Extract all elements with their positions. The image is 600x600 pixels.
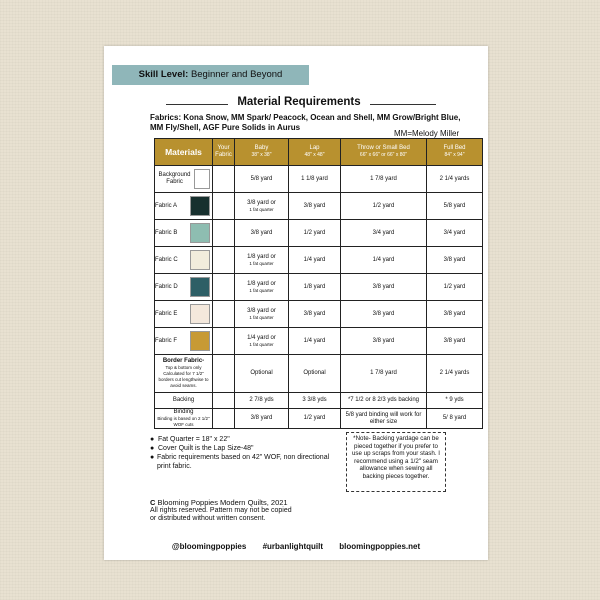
- your-fabric-cell: [213, 220, 235, 247]
- fabric-name: Fabric B: [155, 229, 178, 236]
- title-rule-left: [166, 104, 228, 105]
- your-fabric-cell: [213, 193, 235, 220]
- fabric-name: Fabric A: [155, 202, 178, 209]
- footer: [104, 542, 488, 551]
- full-cell: 3/8 yard: [427, 301, 483, 328]
- baby-note: 1 fat quarter: [249, 260, 274, 266]
- bullet-dot: ●: [150, 454, 155, 461]
- bullet-text: Cover Quilt is the Lap Size-48": [158, 445, 254, 452]
- your-fabric-cell: [213, 409, 235, 429]
- baby-cell: [235, 301, 289, 328]
- header-lap: [289, 139, 341, 166]
- row-name-cell: [155, 328, 213, 355]
- fabric-swatch: [190, 196, 210, 216]
- lap-cell: 1/2 yard: [289, 220, 341, 247]
- skill-level-label: Skill Level:: [138, 69, 189, 80]
- lap-cell: Optional: [289, 355, 341, 393]
- baby-cell: [235, 274, 289, 301]
- footer-instagram: @bloomingpoppies: [171, 542, 247, 551]
- throw-cell: 1/4 yard: [341, 247, 427, 274]
- baby-note: 1 fat quarter: [249, 206, 274, 212]
- full-cell: 5/8 yard: [427, 193, 483, 220]
- copyright-block: [150, 499, 390, 523]
- baby-value: 3/8 yard: [250, 229, 273, 236]
- lap-cell: 3/8 yard: [289, 301, 341, 328]
- row-name-cell: [155, 220, 213, 247]
- your-fabric-cell: [213, 355, 235, 393]
- table-header-row: [155, 139, 483, 166]
- lap-cell: 1/4 yard: [289, 328, 341, 355]
- title-row: [104, 96, 488, 110]
- header-throw: [341, 139, 427, 166]
- fabrics-line: Fabrics: Kona Snow, MM Spark/ Peacock, Ocean and Shell, MM Grow/Bright Blue, MM Fly/Shell, AGF Pure Solids in Aurus: [150, 113, 461, 132]
- baby-value: 1/4 yard or: [247, 334, 276, 341]
- header-full-size: 84" x 94": [444, 152, 465, 158]
- fabric-swatch: [190, 223, 210, 243]
- header-your-fabric: Your Fabric: [213, 139, 235, 166]
- throw-cell: 1 7/8 yard: [341, 355, 427, 393]
- header-throw-label: Throw or Small Bed: [357, 145, 410, 151]
- copyright-title: Blooming Poppies Modern Quilts, 2021: [157, 498, 288, 507]
- full-cell: 5/ 8 yard: [427, 409, 483, 429]
- row-name-cell: [155, 247, 213, 274]
- full-cell: * 9 yds: [427, 393, 483, 409]
- binding-name-cell: [155, 409, 213, 429]
- binding-name: Binding: [173, 409, 194, 415]
- row-name-cell: [155, 166, 213, 193]
- backing-name: Backing: [155, 393, 213, 409]
- fabric-swatch: [194, 169, 210, 189]
- border-fabric-sub1: Top & bottom only: [165, 365, 202, 370]
- your-fabric-cell: [213, 393, 235, 409]
- baby-cell: [235, 193, 289, 220]
- baby-note: 1 fat quarter: [249, 341, 274, 347]
- fabric-name: Fabric C: [155, 256, 178, 263]
- throw-cell: 3/8 yard: [341, 301, 427, 328]
- copyright-line2: or distributed without written consent.: [150, 515, 266, 522]
- lap-cell: 3 3/8 yds: [289, 393, 341, 409]
- baby-note: 1 fat quarter: [249, 287, 274, 293]
- table-row: [155, 274, 483, 301]
- lap-cell: 1/2 yard: [289, 409, 341, 429]
- backing-row: [155, 393, 483, 409]
- binding-row: [155, 409, 483, 429]
- fabric-name: Fabric F: [155, 337, 178, 344]
- row-name-cell: [155, 274, 213, 301]
- bullet-dot: ●: [150, 436, 155, 443]
- baby-cell: 3/8 yard: [235, 409, 289, 429]
- table-row: [155, 247, 483, 274]
- notes-list: [150, 435, 340, 471]
- throw-cell: 1/2 yard: [341, 193, 427, 220]
- baby-note: 1 fat quarter: [249, 314, 274, 320]
- mm-note: MM=Melody Miller: [394, 129, 460, 138]
- baby-value: 5/8 yard: [250, 175, 273, 182]
- header-throw-size: 66" x 66" or 66" x 80": [359, 152, 408, 158]
- materials-table: [154, 138, 483, 429]
- border-fabric-title: Border Fabric-: [162, 358, 205, 364]
- pattern-page: [104, 46, 488, 560]
- full-cell: 3/8 yard: [427, 247, 483, 274]
- fabric-name: Fabric E: [155, 310, 178, 317]
- full-cell: 3/4 yard: [427, 220, 483, 247]
- your-fabric-cell: [213, 247, 235, 274]
- header-baby: [235, 139, 289, 166]
- throw-cell: 1 7/8 yard: [341, 166, 427, 193]
- list-item: [150, 453, 340, 471]
- header-baby-size: 38" x 38": [251, 152, 272, 158]
- your-fabric-cell: [213, 274, 235, 301]
- baby-cell: [235, 166, 289, 193]
- row-name-cell: [155, 301, 213, 328]
- skill-level-value: Beginner and Beyond: [190, 69, 283, 80]
- bullet-text: Fabric requirements based on 42" WOF, non directional print fabric.: [157, 454, 330, 470]
- baby-value: 3/8 yard or: [247, 307, 276, 314]
- fabric-name: Background Fabric: [158, 172, 191, 185]
- full-cell: 2 1/4 yards: [427, 355, 483, 393]
- throw-cell: 3/4 yard: [341, 220, 427, 247]
- row-name-cell: [155, 193, 213, 220]
- border-fabric-row: [155, 355, 483, 393]
- table-row: [155, 193, 483, 220]
- baby-cell: 2 7/8 yds: [235, 393, 289, 409]
- backing-note-box: *Note- Backing yardage can be pieced together if you prefer to use up scraps from your stash. I recommend using a 1/2" seam allowance when sewing all backing pieces together.: [346, 432, 446, 492]
- fabric-swatch: [190, 331, 210, 351]
- copyright-title-line: [150, 499, 390, 507]
- full-cell: 2 1/4 yards: [427, 166, 483, 193]
- lap-cell: 1 1/8 yard: [289, 166, 341, 193]
- header-baby-label: Baby: [254, 145, 269, 151]
- full-cell: 3/8 yard: [427, 328, 483, 355]
- fabric-swatch: [190, 250, 210, 270]
- baby-cell: [235, 220, 289, 247]
- baby-cell: [235, 247, 289, 274]
- fabric-swatch: [190, 304, 210, 324]
- title-rule-right: [370, 104, 436, 105]
- baby-value: 1/8 yard or: [247, 280, 276, 287]
- table-row: [155, 220, 483, 247]
- bullet-dot: ●: [150, 445, 155, 452]
- fabric-swatch: [190, 277, 210, 297]
- lap-cell: 1/4 yard: [289, 247, 341, 274]
- list-item: [150, 444, 340, 453]
- footer-website: bloomingpoppies.net: [339, 542, 421, 551]
- border-fabric-sub2: Calculated for 7 1/2" borders cut lengthwise to avoid seams.: [158, 371, 209, 388]
- binding-note: Binding is based on 2 1/2" WOF cuts: [157, 416, 210, 427]
- footer-hashtag: #urbanlightquilt: [262, 542, 323, 551]
- lap-cell: 1/8 yard: [289, 274, 341, 301]
- table-row: [155, 328, 483, 355]
- header-full: [427, 139, 483, 166]
- copyright-icon: C: [150, 498, 156, 507]
- header-full-label: Full Bed: [443, 145, 466, 151]
- throw-cell: *7 1/2 or 8 2/3 yds backing: [341, 393, 427, 409]
- header-lap-size: 48" x 48": [304, 152, 325, 158]
- your-fabric-cell: [213, 328, 235, 355]
- your-fabric-cell: [213, 166, 235, 193]
- bullet-text: Fat Quarter = 18" x 22": [158, 436, 230, 443]
- baby-value: 3/8 yard or: [247, 199, 276, 206]
- baby-value: 1/8 yard or: [247, 253, 276, 260]
- header-materials: Materials: [155, 139, 213, 166]
- baby-cell: Optional: [235, 355, 289, 393]
- your-fabric-cell: [213, 301, 235, 328]
- copyright-line1: All rights reserved. Pattern may not be copied: [150, 507, 292, 514]
- baby-cell: [235, 328, 289, 355]
- list-item: [150, 435, 340, 444]
- table-row: [155, 166, 483, 193]
- throw-cell: 3/8 yard: [341, 274, 427, 301]
- page-title: Material Requirements: [237, 96, 361, 108]
- lap-cell: 3/8 yard: [289, 193, 341, 220]
- throw-cell: 3/8 yard: [341, 328, 427, 355]
- full-cell: 1/2 yard: [427, 274, 483, 301]
- fabric-name: Fabric D: [155, 283, 178, 290]
- throw-cell: 5/8 yard binding will work for either size: [341, 409, 427, 429]
- skill-level-banner: [112, 65, 309, 85]
- border-name-cell: [155, 355, 213, 393]
- header-lap-label: Lap: [309, 145, 320, 151]
- table-row: [155, 301, 483, 328]
